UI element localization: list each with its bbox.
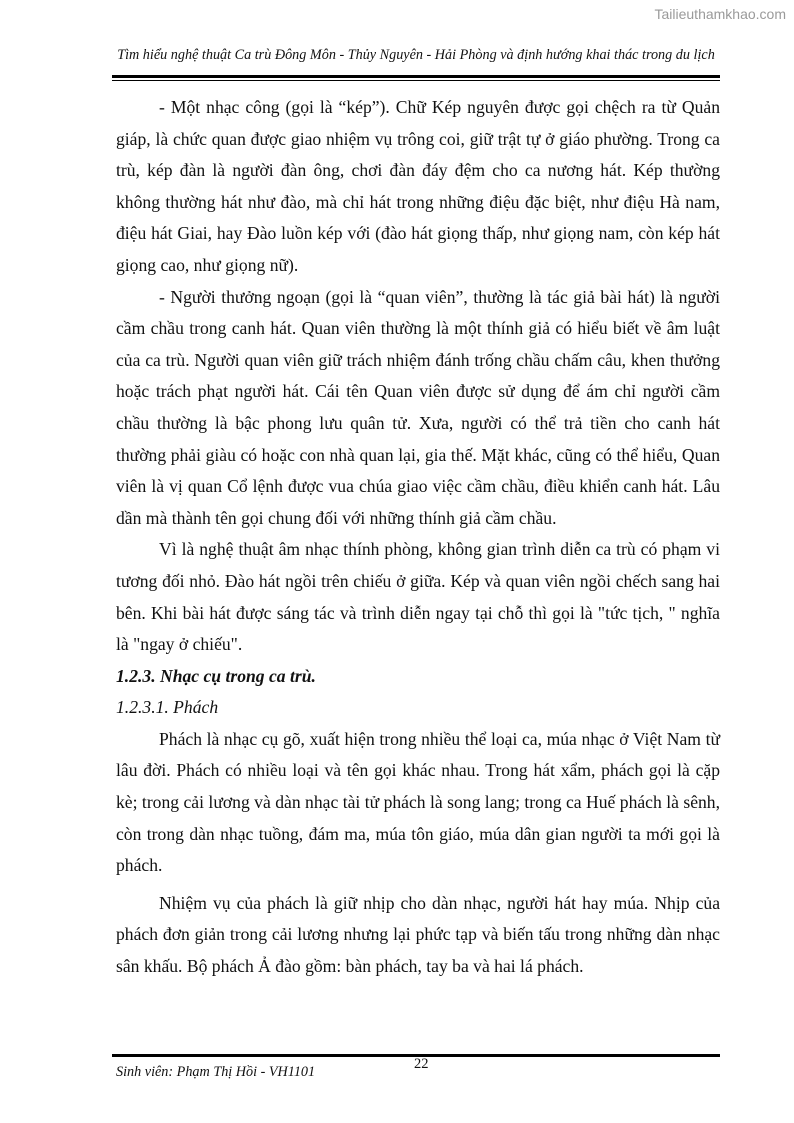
header-rule-thick: [112, 75, 720, 78]
subsection-heading: 1.2.3.1. Phách: [116, 697, 219, 718]
header-rule-thin: [112, 80, 720, 81]
watermark: Tailieuthamkhao.com: [654, 6, 786, 22]
footer-student: Sinh viên: Phạm Thị Hồi - VH1101: [116, 1064, 316, 1080]
paragraph-kep: - Một nhạc công (gọi là “kép”). Chữ Kép nguyên được gọi chệch ra từ Quản giáp, là chức quan được giao nhiệm vụ trông coi, giữ trật tự ở giáo phường. Trong ca trù, kép đàn là người đàn ông, chơi đàn đáy đệm cho ca nương hát. Kép thường không thường hát như đào, mà chỉ hát trong những điệu đặc biệt, như điệu Hà nam, điệu hát Giai, hay Đào luồn kép với (đào hát giọng thấp, như giọng nam, còn kép hát giọng cao, như giọng nữ).: [116, 97, 720, 275]
paragraph-quan-vien: - Người thưởng ngoạn (gọi là “quan viên”, thường là tác giả bài hát) là người cầm chầu trong canh hát. Quan viên thường là một thính giả có hiểu biết về âm luật của ca trù. Người quan viên giữ trách nhiệm đánh trống chầu chấm câu, khen thưởng hoặc trách phạt người hát. Cái tên Quan viên được sử dụng để ám chỉ người cầm chầu thường là bậc phong lưu quân tử. Xưa, người có thể trả tiền cho canh hát thường phải giàu có hoặc con nhà quan lại, gia thế. Mặt khác, cũng có thể hiểu, Quan viên là vị quan Cổ lệnh được vua chúa giao việc cầm chầu, điều khiển canh hát. Lâu dần mà thành tên gọi chung đối với những thính giả cầm chầu.: [116, 286, 720, 528]
page-number: 22: [414, 1056, 429, 1072]
paragraph-khong-gian: Vì là nghệ thuật âm nhạc thính phòng, không gian trình diễn ca trù có phạm vi tương đối nhỏ. Đào hát ngồi trên chiếu ở giữa. Kép và quan viên ngồi chếch sang hai bên. Khi bài hát được sáng tác và trình diễn ngay tại chỗ thì gọi là "tức tịch, " nghĩa là "ngay ở chiếu".: [116, 539, 720, 655]
paragraph-phach: Phách là nhạc cụ gõ, xuất hiện trong nhiều thể loại ca, múa nhạc ở Việt Nam từ lâu đời. Phách có nhiều loại và tên gọi khác nhau. Trong hát xẩm, phách gọi là cặp kè; trong cải lương và dàn nhạc tài tử phách là song lang; trong ca Huế phách là sênh, còn trong dàn nhạc tuồng, đám ma, múa tôn giáo, múa dân gian người ta mới gọi là phách.: [116, 728, 720, 876]
running-header: Tìm hiểu nghệ thuật Ca trù Đông Môn - Thủy Nguyên - Hải Phòng và định hướng khai thác trong du lịch: [117, 47, 715, 63]
section-heading: 1.2.3. Nhạc cụ trong ca trù.: [116, 665, 316, 686]
page-body: [116, 92, 720, 983]
paragraph-nhiem-vu: Nhiệm vụ của phách là giữ nhịp cho dàn nhạc, người hát hay múa. Nhịp của phách đơn giản trong cải lương nhưng lại phức tạp và biến tấu trong những dàn nhạc sân khấu. Bộ phách Ả đào gồm: bàn phách, tay ba và hai lá phách.: [116, 892, 720, 977]
